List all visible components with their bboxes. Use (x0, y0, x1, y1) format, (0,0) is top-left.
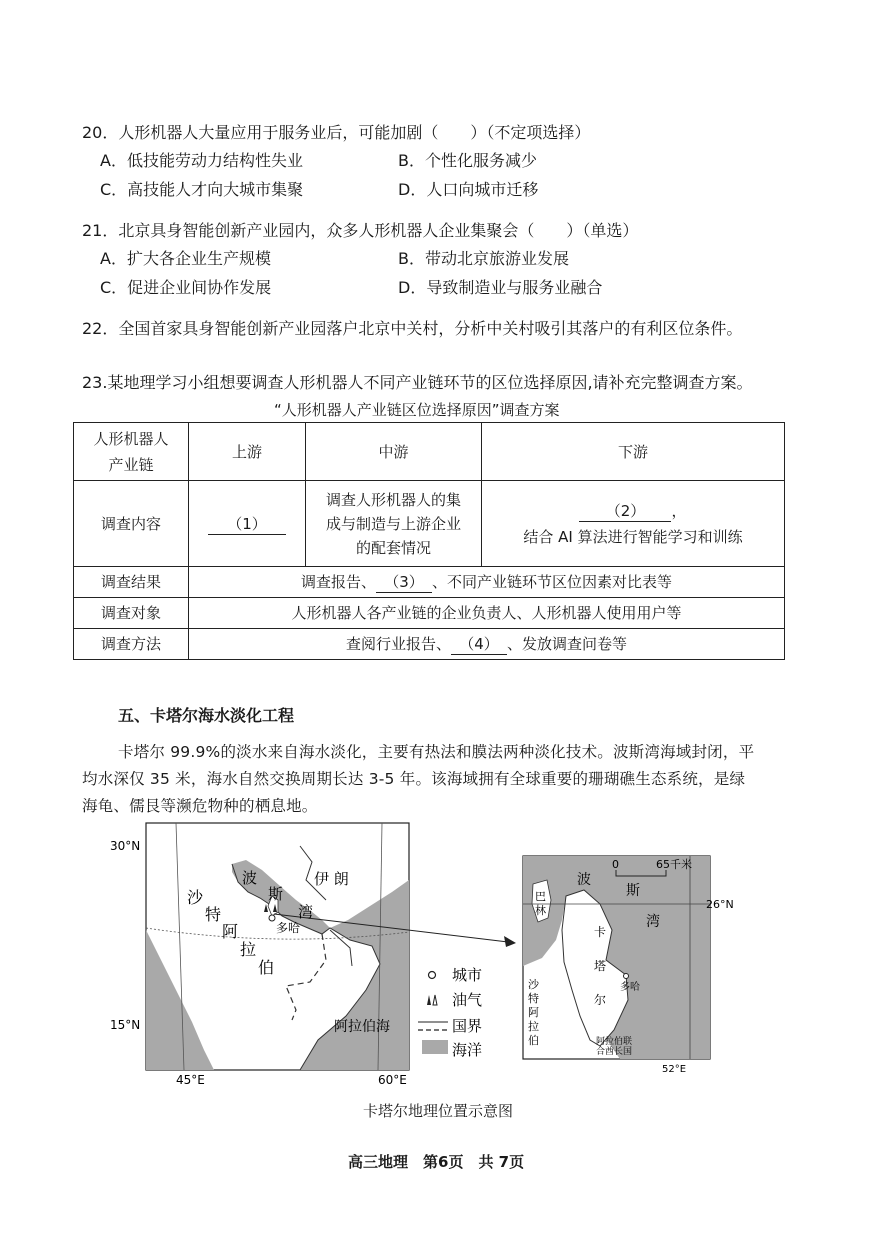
legend-border-label: 国界 (452, 1017, 483, 1035)
inset-doha-marker (624, 974, 629, 979)
q20-option-b[interactable]: B．个性化服务减少 (398, 151, 537, 170)
down-line2: 结合 AI 算法进行智能学习和训练 (523, 527, 743, 546)
page-footer: 高三地理 第6页 共 7页 (348, 1153, 525, 1171)
section5-para-line3: 海龟、儒艮等濒危物种的栖息地。 (82, 797, 318, 815)
label-si-gulf: 斯 (268, 885, 284, 903)
result-after: 、不同产业链环节区位因素对比表等 (432, 573, 673, 591)
header-chain-line2: 产业链 (108, 455, 154, 474)
inset-qatar-2: 塔 (594, 959, 607, 973)
header-upstream: 上游 (189, 423, 306, 481)
inset-label-lin: 林 (535, 904, 546, 917)
inset-saudi-3: 阿 (528, 1006, 539, 1019)
inset-qatar-1: 卡 (594, 925, 607, 939)
header-midstream: 中游 (306, 423, 482, 481)
label-bo: 伯 (258, 958, 275, 977)
label-wan-gulf: 湾 (298, 903, 314, 921)
lat-15-label: 15°N (110, 1018, 141, 1032)
label-bo-gulf: 波 (242, 869, 258, 887)
q22-stem: 22．全国首家具身智能创新产业园落户北京中关村，分析中关村吸引其落户的有利区位条件。 (82, 319, 743, 338)
label-arabian-sea: 阿拉伯海 (334, 1019, 390, 1035)
inset-label-ba: 巴 (535, 890, 546, 903)
blank-4[interactable]: （4） (451, 634, 507, 655)
q20-stem: 20．人形机器人大量应用于服务业后，可能加剧（ ）（不定项选择） (82, 123, 591, 142)
map-caption: 卡塔尔地理位置示意图 (363, 1102, 514, 1120)
header-chain-line1: 人形机器人 (93, 429, 169, 448)
q21-option-c[interactable]: C．促进企业间协作发展 (100, 278, 272, 297)
blank-1[interactable]: （1） (208, 514, 286, 535)
inset-uae-1: 阿拉伯联 (596, 1037, 633, 1047)
pointer-arrow-head (504, 936, 516, 947)
q21-stem: 21．北京具身智能创新产业园内，众多人形机器人企业集聚会（ ）（单选） (82, 221, 639, 240)
blank-2[interactable]: （2） (579, 501, 671, 522)
inset-saudi-1: 沙 (528, 978, 539, 991)
inset-uae-2: 合酋长国 (596, 1047, 633, 1057)
doha-city-marker (269, 915, 275, 921)
method-after: 、发放调查问卷等 (507, 635, 628, 653)
legend-city-icon (429, 972, 436, 979)
inset-lon-52-label: 52°E (662, 1064, 687, 1075)
label-te: 特 (205, 905, 222, 924)
inset-label-wan: 湾 (646, 914, 660, 930)
inset-doha-label: 多哈 (620, 982, 640, 993)
q21-option-d[interactable]: D．导致制造业与服务业融合 (398, 278, 603, 297)
section5-title: 五、卡塔尔海水淡化工程 (118, 706, 295, 725)
q20-option-d[interactable]: D．人口向城市迁移 (398, 180, 539, 199)
inset-scale-0: 0 (612, 858, 619, 871)
mid-line2: 成与制造与上游企业 (325, 514, 461, 533)
inset-saudi-5: 伯 (528, 1034, 539, 1047)
legend-ocean-label: 海洋 (452, 1041, 483, 1059)
inset-lat-26-label: 26°N (706, 898, 734, 911)
legend-oil-label: 油气 (452, 991, 483, 1009)
section5-para-line2: 均水深仅 35 米，海水自然交换周期长达 3-5 年。该海域拥有全球重要的珊瑚礁生态系统，是绿 (82, 770, 746, 788)
inset-saudi-2: 特 (528, 992, 539, 1005)
q21-option-b[interactable]: B．带动北京旅游业发展 (398, 249, 569, 268)
blank-2-comma: ， (671, 501, 687, 520)
label-la: 拉 (240, 940, 257, 959)
q20-option-a[interactable]: A．低技能劳动力结构性失业 (100, 151, 303, 170)
inset-qatar-3: 尔 (594, 993, 607, 1007)
legend-city-label: 城市 (452, 966, 483, 984)
q23-stem: 23.某地理学习小组想要调查人形机器人不同产业链环节的区位选择原因,请补充完整调查方案。 (82, 373, 753, 392)
inset-label-si: 斯 (626, 883, 640, 899)
row-content-label: 调查内容 (74, 481, 189, 567)
method-before: 查阅行业报告、 (345, 635, 451, 653)
label-sha: 沙 (187, 888, 204, 907)
label-doha: 多哈 (276, 921, 301, 935)
lon-60-label: 60°E (378, 1073, 407, 1087)
mid-line3: 的配套情况 (355, 538, 431, 557)
row-object-value: 人形机器人各产业链的企业负责人、人形机器人使用用户等 (189, 598, 785, 629)
label-a: 阿 (222, 922, 239, 941)
legend-ocean-swatch (422, 1040, 448, 1054)
label-iran: 伊 朗 (314, 870, 349, 888)
row-result-label: 调查结果 (74, 567, 189, 598)
inset-scale-65: 65千米 (656, 858, 692, 871)
legend-oil-icon-b (433, 995, 437, 1005)
inset-label-bo: 波 (577, 872, 591, 888)
legend-oil-icon-a (427, 995, 431, 1005)
q23-table-title: “人形机器人产业链区位选择原因”调查方案 (274, 401, 560, 419)
header-downstream: 下游 (482, 423, 785, 481)
section5-para-line1: 卡塔尔 99.9%的淡水来自海水淡化，主要有热法和膜法两种淡化技术。波斯湾海域封闭，平 (118, 743, 755, 761)
q21-option-a[interactable]: A．扩大各企业生产规模 (100, 249, 271, 268)
q20-option-c[interactable]: C．高技能人才向大城市集聚 (100, 180, 304, 199)
lat-30-label: 30°N (110, 839, 141, 853)
blank-3[interactable]: （3） (376, 572, 432, 593)
result-before: 调查报告、 (300, 573, 376, 591)
mid-line1: 调查人形机器人的集 (325, 490, 461, 509)
inset-saudi-4: 拉 (528, 1020, 539, 1033)
row-method-label: 调查方法 (74, 629, 189, 660)
lon-45-label: 45°E (176, 1073, 205, 1087)
row-object-label: 调查对象 (74, 598, 189, 629)
